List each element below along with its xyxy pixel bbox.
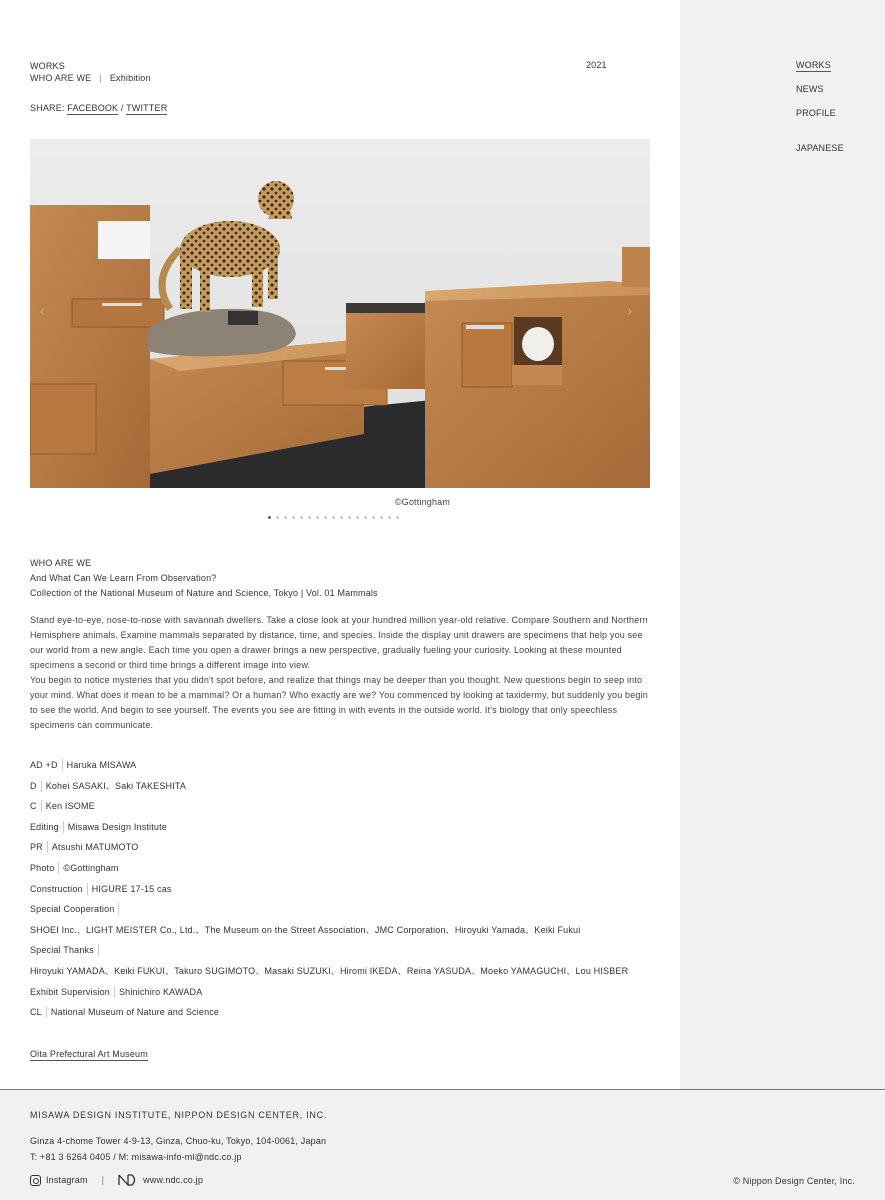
chevron-right-icon[interactable]: ›	[628, 304, 633, 318]
credit-name: Hiroyuki YAMADA、Keiki FUKUI、Takuro SUGIMOTO、Masaki SUZUKI、Hiromi IKEDA、Reina YASUDA、Moeko YAMAGUCHI、Lou HISBER	[30, 965, 629, 976]
gallery-dot[interactable]	[372, 516, 375, 519]
chevron-left-icon[interactable]: ‹	[40, 304, 45, 318]
credit-role: D	[30, 780, 42, 792]
section-label: WORKS	[30, 61, 65, 71]
credit-name: SHOEI Inc.、LIGHT MEISTER Co., Ltd.、The Museum on the Street Association、JMC Corporation、Hiroyuki Yamada、Keiki Fukui	[30, 924, 581, 935]
credit-row	[30, 821, 660, 842]
gallery-dot[interactable]	[332, 516, 335, 519]
credit-row	[30, 800, 660, 821]
footer-address: Ginza 4-chome Tower 4-9-13, Ginza, Chuo-ku, Tokyo, 104-0061, Japan	[30, 1136, 327, 1146]
credit-role: Photo	[30, 862, 59, 874]
heading-divider: |	[99, 73, 102, 83]
gallery-dot[interactable]	[356, 516, 359, 519]
credit-role: AD +D	[30, 759, 63, 771]
credit-row	[30, 986, 660, 1007]
instagram-icon	[30, 1175, 41, 1186]
gallery-dot[interactable]	[284, 516, 287, 519]
project-category: Exhibition	[109, 73, 151, 83]
credit-name: Misawa Design Institute	[67, 821, 167, 832]
credit-role: C	[30, 800, 42, 812]
gallery-image[interactable]	[30, 139, 650, 488]
nav-profile[interactable]: PROFILE	[796, 108, 836, 118]
credit-role: Exhibit Supervision	[30, 986, 115, 998]
intro-title: WHO ARE WE	[30, 558, 92, 568]
credit-role: Construction	[30, 883, 88, 895]
credit-name: National Museum of Nature and Science	[50, 1007, 220, 1018]
gallery-dot[interactable]	[316, 516, 319, 519]
gallery-dot[interactable]	[276, 516, 279, 519]
footer-divider: |	[101, 1175, 105, 1185]
credit-row	[30, 883, 660, 904]
site-footer	[0, 1089, 885, 1200]
share-twitter-link[interactable]: TWITTER	[126, 103, 168, 113]
credit-role: PR	[30, 841, 48, 853]
project-intro	[30, 556, 650, 601]
sidebar	[680, 0, 885, 1090]
credit-role: Editing	[30, 821, 64, 833]
project-title: WHO ARE WE	[30, 73, 92, 83]
instagram-link[interactable]: Instagram	[46, 1175, 88, 1185]
venue-link[interactable]: Oita Prefectural Art Museum	[30, 1049, 148, 1059]
gallery-dot[interactable]	[300, 516, 303, 519]
credit-row	[30, 780, 660, 801]
description-paragraph-2: You begin to notice mysteries that you didn't spot before, and realize that things may be deeper than you thought. New questions begin to seep into your mind. What does it mean to be a mammal? Or a human? Who exactly are we? You commenced by looking at taxidermy, but suddenly you begin to see the world. And begin to see yourself. The events you see are fitting in with events in the outside world. It's biology that only speechless specimens can communicate.	[30, 675, 648, 730]
intro-collection: Collection of the National Museum of Nature and Science, Tokyo | Vol. 01 Mammals	[30, 588, 378, 598]
ndc-logo-icon	[118, 1174, 138, 1186]
footer-address-block	[30, 1133, 326, 1165]
credit-name: Kohei SASAKI、Saki TAKESHITA	[45, 780, 187, 791]
footer-contact: T: +81 3 6264 0405 / M: misawa-info-ml@ndc.co.jp	[30, 1152, 242, 1162]
intro-subtitle: And What Can We Learn From Observation?	[30, 573, 217, 583]
photo-credit: ©Gottingham	[394, 497, 450, 507]
gallery-dot[interactable]	[364, 516, 367, 519]
footer-company: MISAWA DESIGN INSTITUTE, NIPPON DESIGN CENTER, INC.	[30, 1110, 328, 1120]
gallery-dot[interactable]	[388, 516, 391, 519]
credit-role: Special Thanks	[30, 944, 99, 956]
credit-row	[30, 1006, 660, 1027]
credit-row	[30, 944, 660, 965]
project-year: 2021	[586, 60, 607, 70]
credit-name: Atsushi MATUMOTO	[51, 842, 139, 853]
share-label: SHARE:	[30, 103, 65, 113]
nav-news[interactable]: NEWS	[796, 84, 824, 94]
credit-row	[30, 965, 660, 986]
exhibition-photo	[30, 139, 650, 488]
credit-name: Ken ISOME	[45, 801, 95, 812]
credit-row	[30, 759, 660, 780]
nav-language-toggle[interactable]: JAPANESE	[796, 143, 844, 153]
credit-row	[30, 862, 660, 883]
gallery-dot[interactable]	[340, 516, 343, 519]
description-paragraph-1: Stand eye-to-eye, nose-to-nose with savannah dwellers. Take a close look at your hundred million year-old relative. Compare Southern and Northern Hemisphere animals. Examine mammals separated by distance, time, and species. Inside the display unit drawers are specimens that help you see our world from a new angle. Each time you open a drawer brings a new perspective, gradually fueling your curiosity. Looking at these mounted specimens a second or third time brings a different image into view.	[30, 615, 648, 670]
credit-row	[30, 903, 660, 924]
project-heading	[30, 72, 151, 84]
share-bar	[30, 102, 167, 114]
credit-name: Shinichiro KAWADA	[118, 986, 203, 997]
footer-copyright: © Nippon Design Center, Inc.	[733, 1176, 855, 1186]
share-facebook-link[interactable]: FACEBOOK	[67, 103, 119, 113]
gallery-dot[interactable]	[396, 516, 399, 519]
credit-name: HIGURE 17-15 cas	[91, 883, 172, 894]
project-description	[30, 613, 652, 733]
credits-list	[30, 759, 660, 1027]
gallery-dot[interactable]	[348, 516, 351, 519]
nav-works[interactable]: WORKS	[796, 60, 831, 70]
share-divider: /	[120, 103, 124, 113]
footer-social	[30, 1174, 203, 1186]
gallery-pagination	[268, 516, 399, 519]
credit-role: Special Cooperation	[30, 903, 119, 915]
gallery-dot[interactable]	[268, 516, 271, 519]
gallery-dot[interactable]	[380, 516, 383, 519]
gallery-dot[interactable]	[324, 516, 327, 519]
credit-row	[30, 924, 660, 945]
credit-row	[30, 841, 660, 862]
website-link[interactable]: www.ndc.co.jp	[143, 1175, 204, 1185]
credit-name: Haruka MISAWA	[66, 760, 137, 770]
credit-name: ©Gottingham	[63, 862, 119, 873]
gallery-dot[interactable]	[308, 516, 311, 519]
credit-role: CL	[30, 1006, 47, 1018]
gallery-dot[interactable]	[292, 516, 295, 519]
